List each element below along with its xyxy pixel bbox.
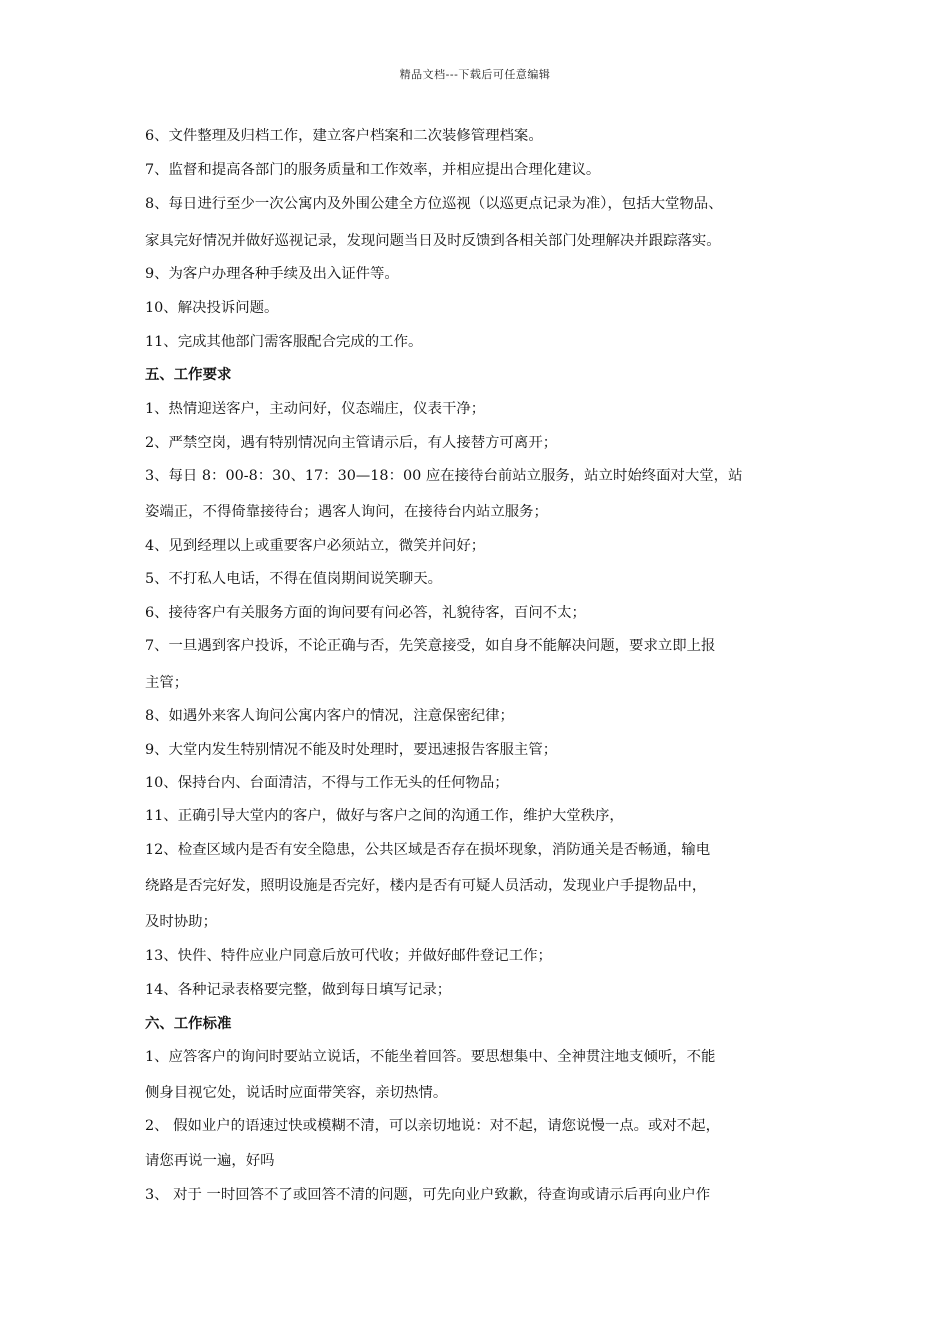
text-line: 8、如遇外来客人询问公寓内客户的情况，注意保密纪律； [145, 708, 514, 724]
text-line: 1、应答客户的询问时要站立说话，不能坐着回答。要思想集中、全神贯注地支倾听，不能 [145, 1049, 716, 1065]
text-line: 1、热情迎送客户，主动问好，仪态端庄，仪表干净； [145, 401, 486, 417]
text-line: 3、 对于 一时回答不了或回答不清的问题，可先向业户致歉，待查询或请示后再向业户作 [145, 1187, 711, 1203]
text-line: 姿端正，不得倚靠接待台；遇客人询问，在接待台内站立服务； [145, 504, 548, 520]
text-line: 10、解决投诉问题。 [145, 300, 279, 316]
text-line: 11、正确引导大堂内的客户，做好与客户之间的沟通工作，维护大堂秩序， [145, 808, 624, 824]
text-line: 2、 假如业户的语速过快或模糊不清，可以亲切地说：对不起，请您说慢一点。或对不起， [145, 1118, 720, 1134]
text-line: 6、文件整理及归档工作，建立客户档案和二次装修管理档案。 [145, 128, 543, 144]
text-line: 8、每日进行至少一次公寓内及外围公建全方位巡视（以巡更点记录为准），包括大堂物品、 [145, 196, 723, 212]
text-line: 9、大堂内发生特别情况不能及时处理时，要迅速报告客服主管； [145, 742, 558, 758]
text-line: 10、保持台内、台面清洁，不得与工作无头的任何物品； [145, 775, 509, 791]
section-heading: 六、工作标准 [145, 1016, 232, 1032]
text-line: 侧身目视它处，说话时应面带笑容，亲切热情。 [145, 1085, 448, 1101]
text-line: 及时协助； [145, 914, 217, 930]
text-line: 主管； [145, 675, 189, 691]
page-header: 精品文档---下载后可任意编辑 [399, 68, 551, 81]
text-line: 3、每日 8：00-8：30、17：30—18：00 应在接待台前站立服务，站立时始终面对大堂，站 [145, 468, 743, 484]
text-line: 请您再说一遍，好吗 [145, 1153, 275, 1169]
text-line: 12、检查区域内是否有安全隐患，公共区域是否存在损坏现象，消防通关是否畅通，输电 [145, 842, 711, 858]
text-line: 13、快件、特件应业户同意后放可代收；并做好邮件登记工作； [145, 948, 552, 964]
text-line: 7、监督和提高各部门的服务质量和工作效率，并相应提出合理化建议。 [145, 162, 601, 178]
text-line: 4、见到经理以上或重要客户必须站立，微笑并问好； [145, 538, 486, 554]
section-heading: 五、工作要求 [145, 367, 232, 383]
text-line: 家具完好情况并做好巡视记录，发现问题当日及时反馈到各相关部门处理解决并跟踪落实。 [145, 233, 721, 249]
text-line: 绕路是否完好发，照明设施是否完好，楼内是否有可疑人员活动，发现业户手提物品中， [145, 878, 707, 894]
text-line: 6、接待客户有关服务方面的询问要有问必答，礼貌待客，百问不太； [145, 605, 586, 621]
text-line: 7、一旦遇到客户投诉，不论正确与否，先笑意接受，如自身不能解决问题，要求立即上报 [145, 638, 716, 654]
text-line: 14、各种记录表格要完整，做到每日填写记录； [145, 982, 452, 998]
text-line: 2、严禁空岗，遇有特别情况向主管请示后，有人接替方可离开； [145, 435, 558, 451]
text-line: 9、为客户办理各种手续及出入证件等。 [145, 266, 399, 282]
text-line: 5、不打私人电话，不得在值岗期间说笑聊天。 [145, 571, 442, 587]
text-line: 11、完成其他部门需客服配合完成的工作。 [145, 334, 423, 350]
